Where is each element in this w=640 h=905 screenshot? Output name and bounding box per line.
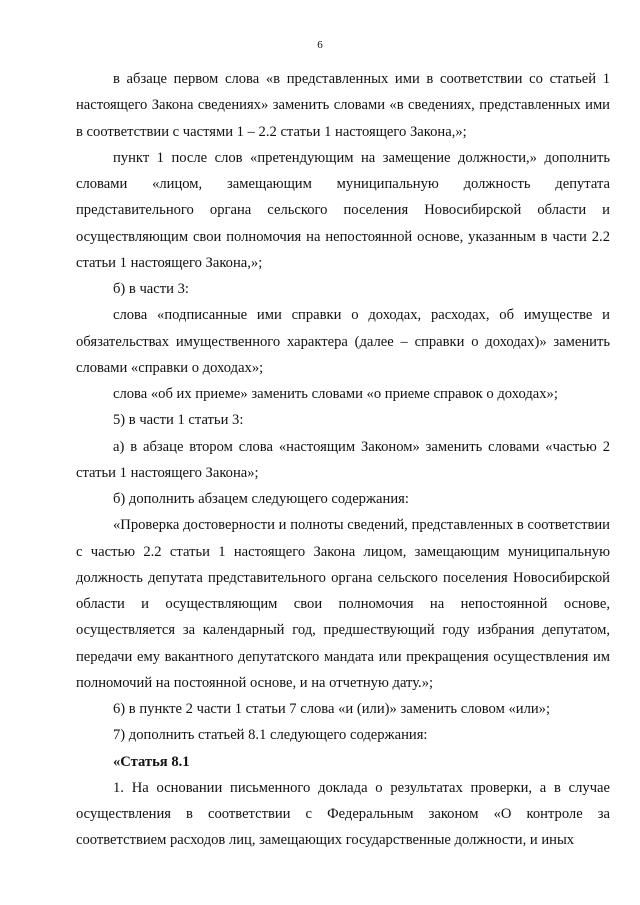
paragraph: в абзаце первом слова «в представленных ими в соответствии со статьей 1 настоящего Закона сведениях» заменить словами «в сведениях, представленных ими в соответствии с частями 1 – 2.2 статьи 1 настоящего Закона,»; <box>76 71 610 140</box>
paragraph: 1. На основании письменного доклада о результатах проверки, а в случае осуществления в соответствии с Федеральным законом «О контроле за соответствием расходов лиц, замещающих государственные должности, и иных <box>76 779 610 849</box>
paragraph: 6) в пункте 2 части 1 статьи 7 слова «и (или)» заменить словом «или»; <box>113 701 551 717</box>
document-body <box>76 66 610 854</box>
paragraph: пункт 1 после слов «претендующим на замещение должности,» дополнить словами «лицом, замещающим муниципальную должность депутата представительного органа сельского поселения Новосибирской области и осуществляющим свои полномочия на непостоянной основе, указанным в части 2.2 статьи 1 настоящего Закона,»; <box>76 149 610 271</box>
article-heading: «Статья 8.1 <box>113 753 190 770</box>
page-number: 6 <box>317 39 323 51</box>
paragraph: 5) в части 1 статьи 3: <box>113 412 244 429</box>
paragraph: слова «об их приеме» заменить словами «о приеме справок о доходах»; <box>113 386 558 402</box>
paragraph: «Проверка достоверности и полноты сведений, представленных в соответствии с частью 2.2 статьи 1 настоящего Закона лицом, замещающим муниципальную должность депутата представительного органа сельского поселения Новосибирской области и осуществляющим свои полномочия на непостоянной основе, осуществляется за календарный год, предшествующий году избрания депутатом, передачи ему вакантного депутатского мандата или прекращения осуществления им полномочий на постоянной основе, и на отчетную дату.»; <box>76 517 610 691</box>
paragraph: б) дополнить абзацем следующего содержания: <box>113 491 409 507</box>
paragraph: слова «подписанные ими справки о доходах, расходах, об имуществе и обязательствах имущественного характера (далее – справки о доходах)» заменить словами «справки о доходах»; <box>76 307 610 376</box>
paragraph: 7) дополнить статьей 8.1 следующего содержания: <box>113 727 428 744</box>
paragraph: б) в части 3: <box>113 281 189 297</box>
paragraph: а) в абзаце втором слова «настоящим Законом» заменить словами «частью 2 статьи 1 настоящего Закона»; <box>76 438 610 481</box>
